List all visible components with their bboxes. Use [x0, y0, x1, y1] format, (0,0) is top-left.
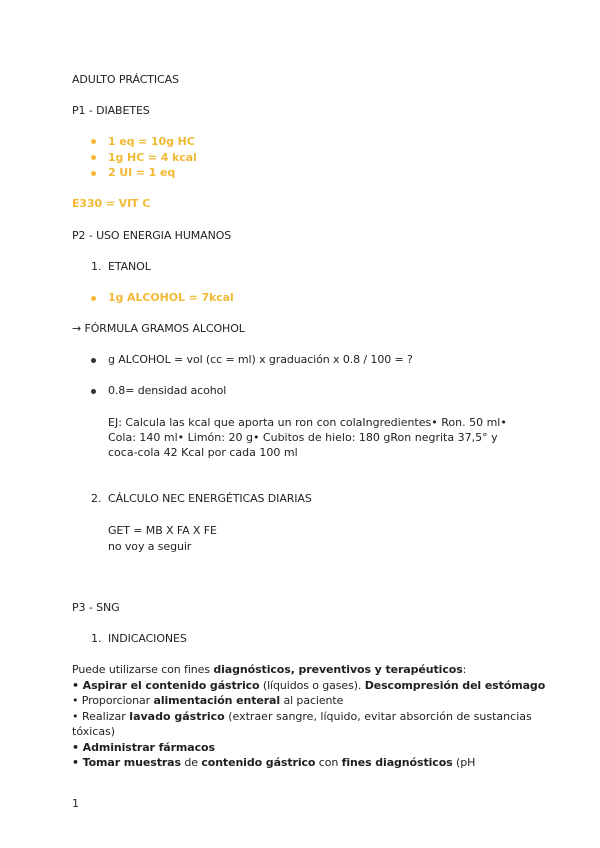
- intro-end: :: [462, 663, 467, 676]
- p1-bullet-1: 1 eq = 10g HC: [108, 135, 195, 148]
- p1-note: E330 = VIT C: [72, 197, 151, 210]
- intro-bold: diagnósticos, preventivos y terapéuticos: [213, 663, 463, 676]
- indication-bold: contenido gástrico: [201, 756, 316, 769]
- formula-bullet-2: 0.8= densidad acohol: [108, 384, 227, 397]
- indication-line-2: [72, 693, 343, 708]
- bullet-dot: [91, 171, 96, 176]
- p1-bullet-3: 2 UI = 1 eq: [108, 166, 176, 179]
- get-note: no voy a seguir: [108, 540, 192, 553]
- alcohol-kcal-bullet: 1g ALCOHOL = 7kcal: [108, 291, 234, 304]
- indication-text: • Proporcionar: [72, 694, 154, 707]
- document-title: ADULTO PRÁCTICAS: [72, 73, 179, 86]
- indications-intro: [72, 662, 466, 677]
- bullet-dot: [91, 155, 96, 160]
- indication-line-4: [72, 740, 215, 755]
- indication-bold: fines diagnósticos: [341, 756, 453, 769]
- intro-text: Puede utilizarse con fines: [72, 663, 214, 676]
- p2-item-1-label: ETANOL: [108, 260, 151, 273]
- indication-text: (pH: [452, 756, 476, 769]
- indication-line-1: [72, 678, 545, 693]
- bullet-dot: [91, 296, 96, 301]
- indication-line-5: [72, 755, 475, 770]
- example-paragraph: EJ: Calcula las kcal que aporta un ron con colaIngredientes• Ron. 50 ml• Cola: 140 ml• Limón: 20 g• Cubitos de hielo: 180 gRon negrita 37,5° y coca-cola 42 Kcal por cada 100 ml: [108, 416, 507, 459]
- section-heading-p2: P2 - USO ENERGIA HUMANOS: [72, 229, 232, 242]
- formula-bullet-1: g ALCOHOL = vol (cc = ml) x graduación x 0.8 / 100 = ?: [108, 353, 413, 366]
- bullet-dot: [91, 139, 96, 144]
- p2-item-2-label: CÁLCULO NEC ENERGÉTICAS DIARIAS: [108, 492, 312, 505]
- indication-text: (extraer sangre, líquido, evitar absorción de sustancias tóxicas): [72, 710, 532, 738]
- indication-bold: alimentación enteral: [153, 694, 281, 707]
- bullet-dot: [91, 389, 96, 394]
- indication-text: al paciente: [280, 694, 344, 707]
- formula-heading: → FÓRMULA GRAMOS ALCOHOL: [72, 322, 245, 335]
- list-number: 2.: [91, 492, 102, 505]
- page-number: 1: [72, 797, 79, 810]
- p3-item-1-label: INDICACIONES: [108, 632, 187, 645]
- indication-bold: • Administrar fármacos: [72, 741, 215, 754]
- indication-bold: lavado gástrico: [129, 710, 225, 723]
- indication-text: • Realizar: [72, 710, 130, 723]
- indication-text: (líquidos o gases).: [259, 679, 365, 692]
- list-number: 1.: [91, 632, 102, 645]
- indication-bold: • Tomar muestras: [72, 756, 181, 769]
- bullet-dot: [91, 358, 96, 363]
- p1-bullet-2: 1g HC = 4 kcal: [108, 151, 197, 164]
- indication-text: con: [315, 756, 342, 769]
- get-formula: GET = MB X FA X FE: [108, 524, 217, 537]
- indication-bold: • Aspirar el contenido gástrico: [72, 679, 260, 692]
- indication-text: de: [180, 756, 202, 769]
- list-number: 1.: [91, 260, 102, 273]
- indication-line-3: [72, 709, 532, 739]
- indication-bold: Descompresión del estómago: [364, 679, 546, 692]
- section-heading-p3: P3 - SNG: [72, 601, 120, 614]
- section-heading-p1: P1 - DIABETES: [72, 104, 150, 117]
